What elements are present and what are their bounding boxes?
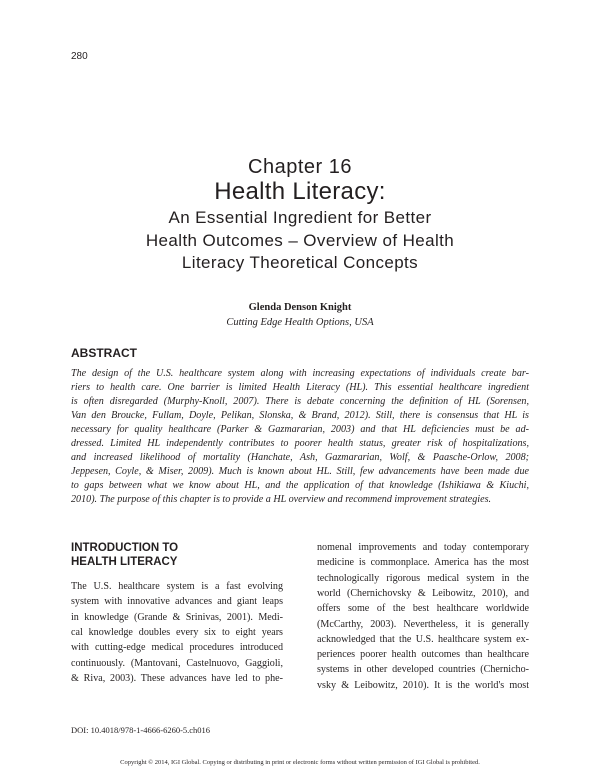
doi-line: DOI: 10.4018/978-1-4666-6260-5.ch016: [71, 725, 211, 735]
abstract-line: is often disregarded (Murphy-Knoll, 2007). There is debate concerning the definition of HL (Sorensen,: [71, 396, 529, 407]
abstract-line: Van den Broucke, Fullam, Doyle, Pelikan, Slonska, & Brand, 2012). Still, there is consensus that HL is: [71, 410, 529, 421]
author-name: Glenda Denson Knight: [248, 302, 352, 313]
body-line: continuously. (Mantovani, Castelnuovo, Gaggioli,: [71, 657, 283, 669]
copyright-notice: Copyright © 2014, IGI Global. Copying or distributing in print or electronic forms without written permission of IGI Global is prohibited.: [120, 759, 480, 766]
body-line: acknowledged that the U.S. healthcare system ex-: [317, 633, 529, 645]
abstract-line: and increased likelihood of mortality (Hanchate, Ash, Gazmararian, Wolf, & Paasche-Orlow, 2008;: [71, 452, 529, 463]
body-line: The U.S. healthcare system is a fast evolving: [71, 581, 283, 592]
body-line: (McCarthy, 2003). Nevertheless, it is generally: [317, 618, 529, 630]
body-line: offers some of the best healthcare worldwide: [317, 603, 529, 615]
author-affiliation: Cutting Edge Health Options, USA: [226, 317, 374, 328]
body-line: cal knowledge doubles every six to eight years: [71, 626, 283, 638]
abstract-line: The design of the U.S. healthcare system along with increasing expectations of individuals create bar-: [71, 368, 529, 379]
body-line: in knowledge (Grande & Srinivas, 2001). Medi-: [71, 611, 283, 623]
abstract-line: to gaps between what we know about HL, and the application of that knowledge (Ishikiawa & Kiuchi,: [71, 480, 529, 491]
chapter-title: Health Literacy:: [214, 178, 386, 205]
abstract-heading: ABSTRACT: [71, 346, 137, 360]
chapter-subtitle-line: An Essential Ingredient for Better: [168, 208, 432, 227]
chapter-subtitle-line: Literacy Theoretical Concepts: [181, 253, 419, 272]
abstract-line: necessary for quality healthcare (Parker & Gazmararian, 2003) and that HL deficiencies must be ad-: [71, 424, 529, 435]
body-line: with cutting-edge medical procedures introduced: [71, 642, 283, 654]
body-line: periences poorer health outcomes than healthcare: [317, 649, 529, 661]
abstract-line: 2010). The purpose of this chapter is to provide a HL overview and recommend improvement strategies.: [71, 494, 492, 505]
body-line: vsky & Leibowitz, 2010). It is the world's most: [317, 679, 529, 691]
chapter-subtitle-line: Health Outcomes – Overview of Health: [145, 231, 455, 250]
abstract-line: dressed. Limited HL independently contributes to poorer health status, greater risk of hospitalizations,: [71, 438, 529, 449]
chapter-label: Chapter 16: [248, 156, 352, 178]
section-heading: INTRODUCTION TO: [71, 542, 179, 554]
body-line: & Riva, 2003). These advances have led to phe-: [71, 672, 283, 684]
body-line: medicine is commonplace. America has the most: [317, 557, 529, 569]
abstract-line: Jeppesen, Coyle, & Miser, 2009). Much is known about HL. Still, few advancements have been made due: [71, 466, 529, 477]
body-line: technologically rigorous medical system in the: [317, 572, 529, 584]
body-line: nomenal improvements and today contemporary: [317, 542, 529, 553]
section-heading: HEALTH LITERACY: [71, 556, 178, 568]
body-line: systems in other developed countries (Chernicho-: [317, 664, 529, 676]
body-line: system with innovative advances and giant leaps: [71, 596, 283, 608]
abstract-line: riers to health care. One barrier is limited Health Literacy (HL). This essential healthcare ingredient: [71, 382, 529, 393]
body-line: world (Chernichovsky & Leibowitz, 2010), and: [317, 587, 529, 599]
page-number: 280: [71, 51, 88, 62]
